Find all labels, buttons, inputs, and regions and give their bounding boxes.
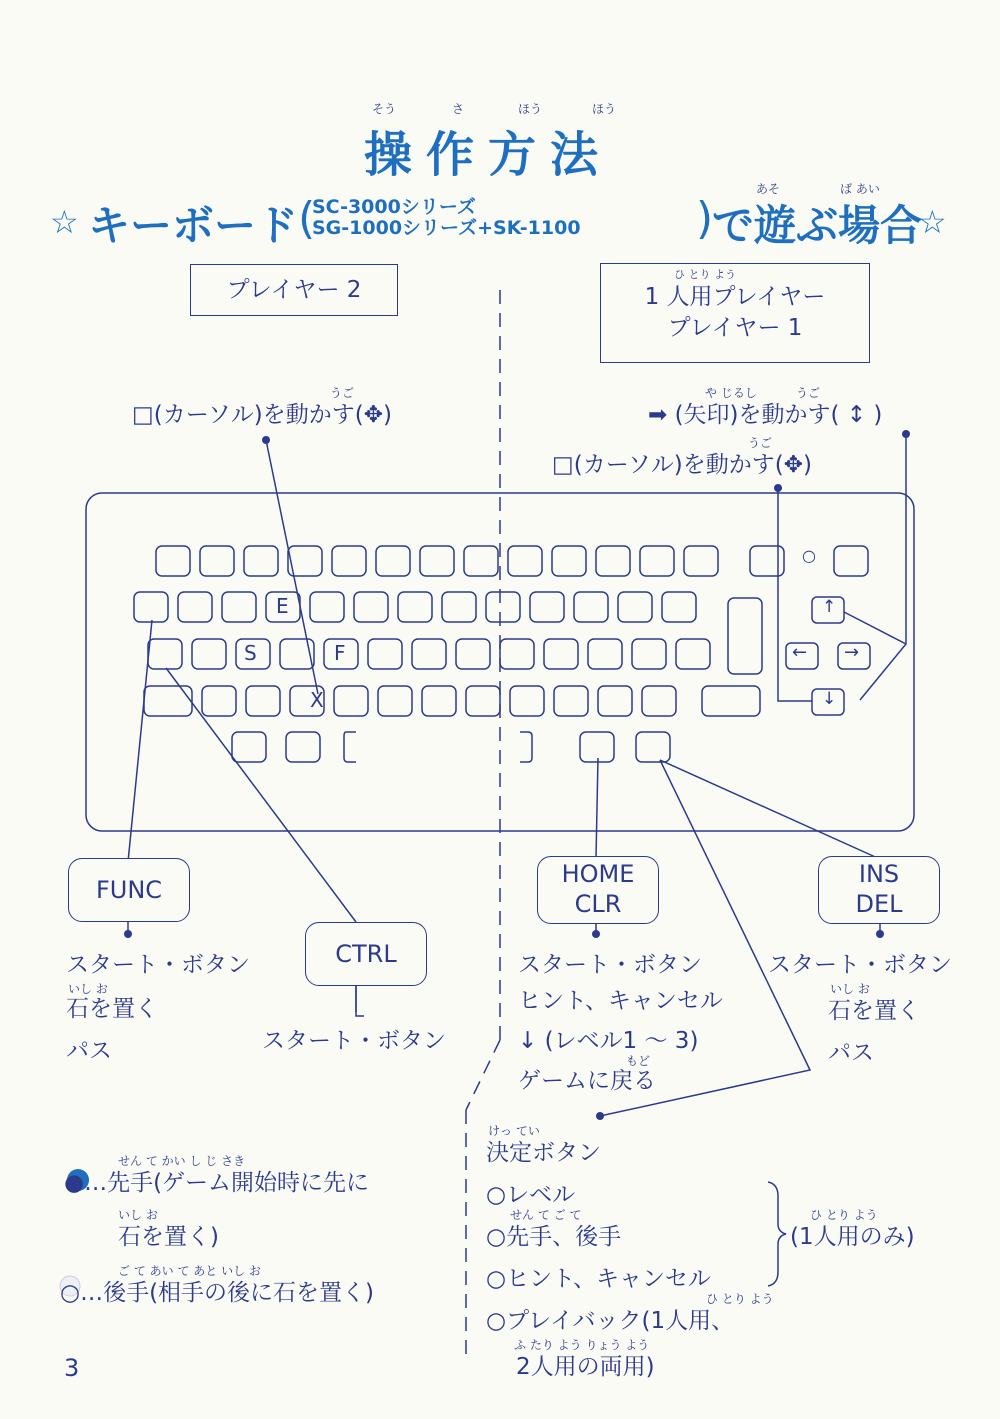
- confirm-ruby-futari: ふ たり よう りょう よう: [514, 1338, 650, 1352]
- subtitle-star-left: ☆: [50, 203, 79, 241]
- key-e: E: [276, 594, 289, 618]
- arrow-ruby-yajirushi: や じるし: [705, 386, 757, 400]
- subtitle-paren-close: ): [696, 193, 714, 244]
- player1-line2: プレイヤー 1: [667, 315, 803, 341]
- home-desc-3: ↓ (レベル1 〜 3): [518, 1028, 699, 1054]
- legend-ruby-1: せん て かい し じ さき: [118, 1154, 246, 1168]
- subtitle-ruby-baai: ば あい: [840, 182, 880, 196]
- home-desc-1: スタート・ボタン: [518, 952, 702, 978]
- title-ruby-1: そう: [372, 102, 397, 116]
- home-desc-2: ヒント、キャンセル: [518, 988, 723, 1014]
- home-line: HOME: [561, 860, 635, 888]
- key-row-4: [144, 686, 844, 716]
- subtitle-ruby-asobu: あそ: [756, 182, 781, 196]
- confirm-title-ruby: けっ てい: [488, 1124, 540, 1138]
- key-row-1: [156, 546, 868, 576]
- left-cursor-label: □(カーソル)を動かす(✥): [132, 402, 392, 428]
- page-number: 3: [64, 1354, 80, 1382]
- confirm-item-3: ○ヒント、キャンセル: [486, 1266, 711, 1292]
- home-desc-4: ゲームに戻る: [518, 1068, 656, 1094]
- key-row-2: [134, 592, 844, 674]
- ctrl-key: CTRL: [305, 922, 427, 986]
- subtitle-paren-line2: SG-1000シリーズ+SK-1100: [312, 217, 581, 239]
- legend-first-1: ●…先手(ゲーム開始時に先に: [64, 1170, 370, 1196]
- key-left-arrow-icon: ←: [792, 642, 808, 663]
- player1-ruby: ひ とり よう: [674, 268, 736, 281]
- title-ruby-3: ほう: [518, 102, 543, 116]
- subtitle-star-right: ☆: [918, 203, 947, 241]
- func-desc-3: パス: [66, 1038, 112, 1064]
- key-f: F: [334, 641, 346, 665]
- legend-first-2: 石を置く): [118, 1224, 219, 1250]
- title-ruby-4: ほう: [592, 102, 617, 116]
- ins-desc-2: 石を置く: [828, 998, 920, 1024]
- home-clr-key: [537, 856, 659, 924]
- confirm-item-5: 2人用の両用): [516, 1354, 655, 1380]
- del-line: DEL: [855, 890, 903, 918]
- key-x: X: [310, 688, 324, 712]
- ins-line: INS: [858, 860, 900, 888]
- home-desc-ruby: もど: [626, 1054, 651, 1068]
- arrow-ruby-ugo: うご: [796, 386, 821, 400]
- ctrl-desc: スタート・ボタン: [262, 1028, 446, 1054]
- confirm-title: 決定ボタン: [486, 1140, 601, 1166]
- title-char-2: 作: [426, 127, 489, 183]
- confirm-ruby-hitori: ひ とり よう: [706, 1292, 774, 1306]
- subtitle-paren-line1: SC-3000シリーズ: [312, 196, 476, 218]
- arrow-label: ➡ (矢印)を動かす( ↕ ): [648, 402, 883, 428]
- confirm-item-1: ○レベル: [486, 1182, 576, 1208]
- ins-desc-1: スタート・ボタン: [768, 952, 952, 978]
- clr-line: CLR: [574, 890, 622, 918]
- key-row-5: [232, 732, 670, 762]
- right-cursor-label: □(カーソル)を動かす(✥): [552, 452, 812, 478]
- key-up-arrow-icon: ↑: [822, 597, 837, 617]
- func-key: FUNC: [68, 858, 190, 922]
- key-circle: ○: [802, 546, 816, 565]
- subtitle-paren-open: (: [298, 193, 316, 244]
- legend-ruby-2: いし お: [118, 1208, 158, 1222]
- confirm-note-ruby: ひ とり よう: [810, 1208, 878, 1222]
- right-cursor-ruby: うご: [748, 436, 773, 450]
- ins-del-key: [818, 856, 940, 924]
- legend-ruby-3: ご て あい て あと いし お: [118, 1264, 261, 1278]
- ins-desc-ruby: いし お: [830, 982, 870, 996]
- confirm-ruby-sente: せん て ご て: [510, 1208, 582, 1222]
- key-down-arrow-icon: ↓: [822, 689, 837, 709]
- title-char-1: 操: [364, 127, 427, 183]
- key-right-arrow-icon: →: [844, 642, 860, 663]
- left-cursor-ruby: うご: [330, 386, 355, 400]
- player2-box: プレイヤー 2: [190, 264, 398, 316]
- subtitle-tail: で遊ぶ場合: [712, 201, 923, 250]
- subtitle-main: キーボード: [88, 201, 299, 250]
- func-desc-ruby: いし お: [68, 982, 108, 996]
- title-char-4: 法: [550, 127, 613, 183]
- func-desc-1: スタート・ボタン: [66, 952, 250, 978]
- ins-desc-3: パス: [828, 1040, 874, 1066]
- player1-line1: 1 人用プレイヤー: [644, 284, 826, 310]
- title-ruby-2: さ: [452, 102, 465, 116]
- confirm-item-4: ○プレイバック(1人用、: [486, 1308, 735, 1334]
- func-desc-2: 石を置く: [66, 996, 158, 1022]
- legend-second: ○…後手(相手の後に石を置く): [60, 1280, 375, 1306]
- key-s: S: [244, 641, 257, 665]
- confirm-item-2: ○先手、後手: [486, 1224, 622, 1250]
- confirm-note: (1人用のみ): [790, 1224, 915, 1250]
- title-char-3: 方: [488, 127, 551, 183]
